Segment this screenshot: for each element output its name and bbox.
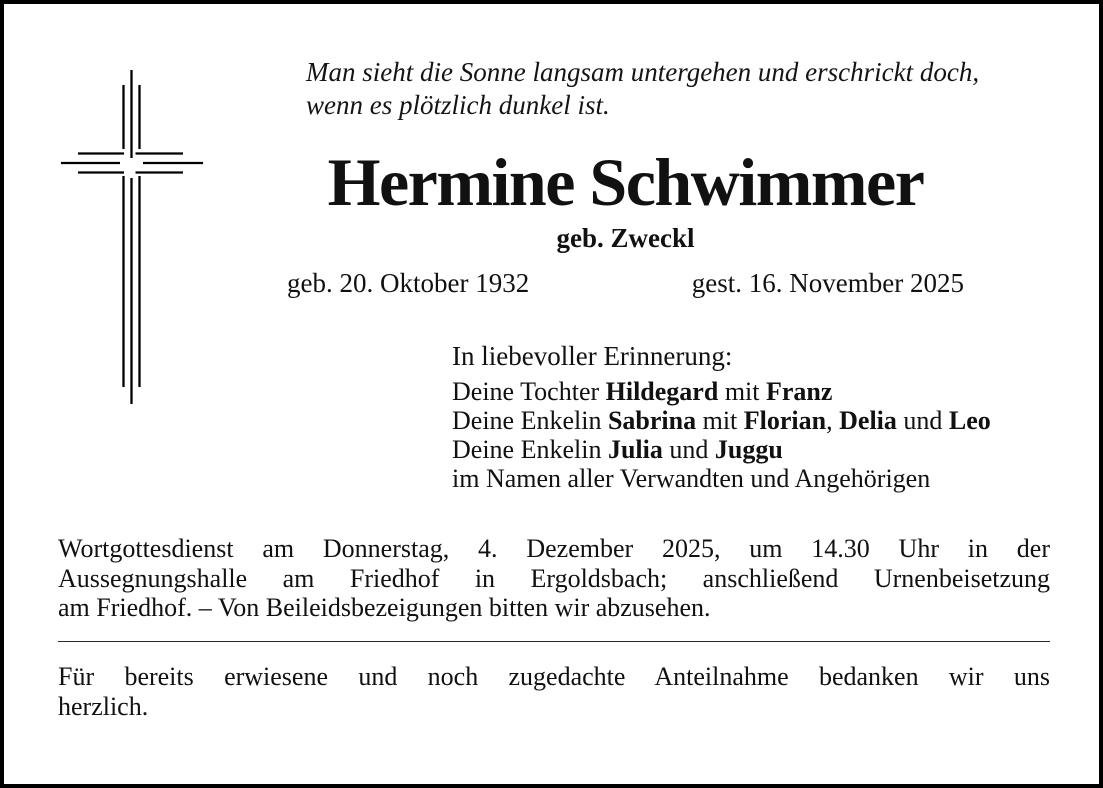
memorial-line-granddaughter-1: Deine Enkelin Sabrina mit Florian, Delia und Leo	[452, 406, 991, 435]
memorial-line-relatives: im Namen aller Verwandten und Angehörigen	[452, 464, 931, 493]
divider-rule	[58, 641, 1050, 642]
deceased-name: Hermine Schwimmer	[327, 144, 924, 220]
thanks-line: herzlich.	[58, 691, 149, 721]
memorial-line-daughter: Deine Tochter Hildegard mit Franz	[452, 377, 833, 406]
birth-date: geb. 20. Oktober 1932	[287, 268, 530, 298]
maiden-name: geb. Zweckl	[556, 223, 695, 253]
quote-line: wenn es plötzlich dunkel ist.	[306, 90, 610, 120]
death-date: gest. 16. November 2025	[691, 268, 964, 298]
life-dates	[287, 268, 964, 299]
service-line: Wortgottesdienst am Donnerstag, 4. Dezember 2025, um 14.30 Uhr in der	[58, 534, 1050, 563]
thanks-paragraph	[58, 662, 1050, 721]
cross-icon	[58, 62, 208, 412]
deceased-header	[287, 143, 964, 299]
service-line: Aussegnungshalle am Friedhof in Ergoldsbach; anschließend Urnenbeisetzung	[58, 563, 1050, 593]
memorial-block	[452, 341, 1052, 493]
quote-line: Man sieht die Sonne langsam untergehen und erschrickt doch,	[306, 57, 980, 87]
service-paragraph	[58, 534, 1050, 623]
thanks-line: Für bereits erwiesene und noch zugedachte Anteilnahme bedanken wir uns	[58, 662, 1050, 691]
memorial-intro: In liebevoller Erinnerung:	[452, 341, 733, 371]
memorial-line-granddaughter-2: Deine Enkelin Julia und Juggu	[452, 435, 783, 464]
opening-quote	[306, 56, 1066, 122]
service-line: am Friedhof. – Von Beileidsbezeigungen bitten wir abzusehen.	[58, 593, 711, 622]
